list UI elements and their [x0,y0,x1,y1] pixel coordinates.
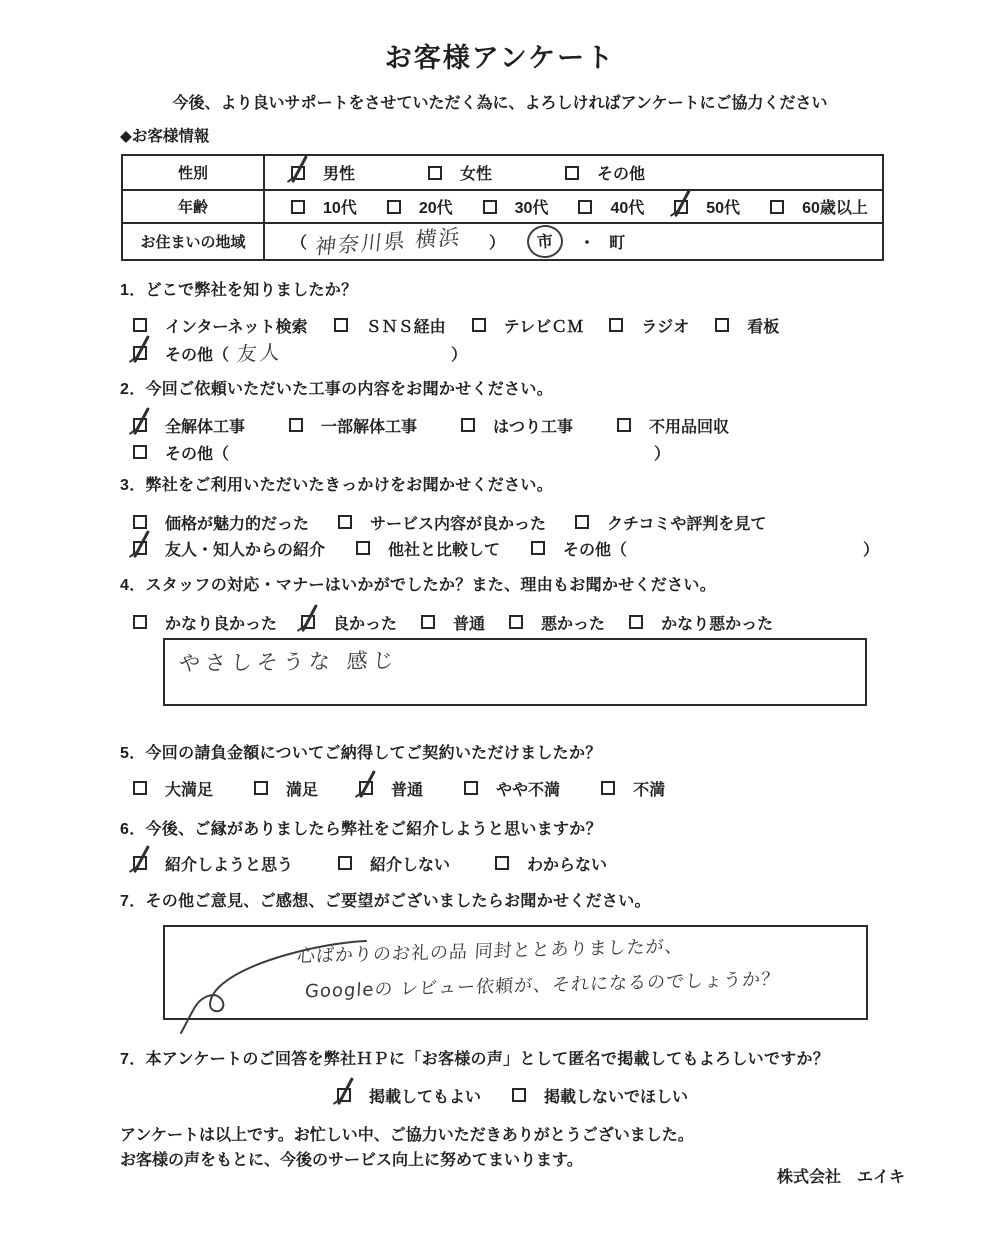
option-label: 紹介しない [370,856,451,874]
q3-opt-price[interactable] [133,511,309,534]
checkbox-very-satisfied[interactable] [133,781,147,795]
q1-options-row [120,313,885,337]
question-publish-title: 7．本アンケートのご回答を弊社ＨＰに「お客様の声」として匿名で掲載してもよろしいですか？ [120,1051,830,1068]
footer-thanks-line: アンケートは以上です。お忙しい中、ご協力いただきありがとうございました。 [120,1127,694,1144]
option-label: テレビＣＭ [503,318,584,336]
checkbox-gender-other[interactable] [565,166,579,180]
option-label: 不満 [633,781,666,799]
checkbox-20s[interactable] [387,200,401,214]
option-label: わからない [527,856,608,874]
checkbox-50s[interactable] [674,200,688,214]
q4-opt-normal[interactable] [421,611,485,634]
q1-opt-radio[interactable] [609,314,689,337]
q3-opt-reviews[interactable] [575,511,766,534]
q7-comment-box[interactable] [163,925,868,1020]
checkbox-q1-other[interactable] [133,346,147,360]
option-label: 悪かった [541,615,606,633]
checkbox-good[interactable] [301,615,315,629]
checkbox-comparison[interactable] [356,541,370,555]
q5-opt-satisfied[interactable] [254,777,318,800]
question-4-title: 4．スタッフの対応・マナーはいかがでしたか？また、理由もお聞かせください。 [120,577,716,594]
option-label: 一部解体工事 [321,418,418,436]
gender-options [265,156,882,189]
gender-row [123,156,882,189]
option-label: 価格が魅力的だった [165,515,310,533]
age-option-60plus[interactable] [770,195,868,218]
q6-opt-unsure[interactable] [495,852,607,875]
handwritten-region: 神奈川県 横浜 [313,224,463,259]
region-row [123,222,882,259]
option-label: 女性 [460,166,493,183]
checkbox-bad[interactable] [509,615,523,629]
checkbox-dissatisfied[interactable] [601,781,615,795]
checkbox-40s[interactable] [578,200,592,214]
option-label: 友人・知人からの紹介 [165,541,326,559]
q2-opt-partial-demolition[interactable] [289,414,417,437]
q5-opt-dissatisfied[interactable] [601,777,665,800]
q4-opt-very-good[interactable] [133,611,277,634]
checkbox-very-good[interactable] [133,615,147,629]
checkbox-30s[interactable] [483,200,497,214]
q2-options-row [120,413,885,437]
q3-options-row2 [120,536,885,560]
q6-opt-will-refer[interactable] [133,852,293,875]
option-label: 全解体工事 [165,418,246,436]
town-option[interactable]: 町 [609,235,626,252]
age-option-10s[interactable] [291,195,357,218]
checkbox-60plus[interactable] [770,200,784,214]
company-name: 株式会社 エイキ [776,1169,905,1186]
q1-opt-other[interactable] [133,342,229,365]
q3-opt-service[interactable] [338,511,546,534]
option-label: かなり悪かった [661,615,774,633]
option-label: 良かった [333,615,398,633]
q4-options-row [120,610,885,634]
question-2 [120,376,885,464]
q4-opt-very-bad[interactable] [629,611,773,634]
region-field [265,224,882,259]
checkbox-very-bad[interactable] [629,615,643,629]
option-label: インターネット検索 [165,318,308,336]
customer-info-section-title: ◆お客様情報 [120,128,210,145]
age-label: 年齢 [123,191,265,222]
question-2-title: 2．今回ご依頼いただいた工事の内容をお聞かせください。 [120,381,553,398]
q5-opt-slightly-dissatisfied[interactable] [464,777,560,800]
question-7-title: 7．その他ご意見、ご感想、ご要望がございましたらお聞かせください。 [120,893,651,910]
question-5 [120,740,885,800]
checkbox-q2-other[interactable] [133,445,147,459]
option-label: 20代 [418,200,453,217]
handwritten-q7-line1: 心ばかりのお礼の品 同封ととありましたが、 [296,935,685,968]
option-label: 普通 [453,615,486,633]
option-label: 30代 [514,200,549,217]
checkbox-q4-normal[interactable] [421,615,435,629]
option-label: 他社と比較して [388,541,501,559]
q4-comment-box[interactable] [163,638,867,706]
checkbox-unsure[interactable] [495,856,509,870]
option-label: 満足 [286,781,319,799]
page-title: お客様アンケート [384,43,616,73]
publish-options-row [120,1083,885,1107]
age-option-40s[interactable] [578,195,644,218]
checkbox-price[interactable] [133,515,147,529]
checkbox-satisfied[interactable] [254,781,268,795]
opt-allow-publish[interactable] [337,1084,481,1107]
q2-other-row [120,440,885,464]
checkbox-allow-publish[interactable] [337,1088,351,1102]
gender-option-other[interactable] [565,161,645,184]
option-label: 掲載してもよい [369,1088,482,1106]
checkbox-q3-other[interactable] [531,541,545,555]
q6-options-row [120,851,885,875]
checkbox-will-refer[interactable] [133,856,147,870]
age-option-50s[interactable] [674,195,740,218]
footer-improvement-line: お客様の声をもとに、今後のサービス向上に努めてまいります。 [120,1152,583,1169]
option-label: サービス内容が良かった [370,515,547,533]
q4-opt-good[interactable] [301,611,397,634]
q5-opt-normal[interactable] [359,777,423,800]
question-6 [120,816,885,875]
option-label: 10代 [323,200,357,217]
option-label: 紹介しようと思う [165,856,294,874]
q2-opt-chipping[interactable] [461,414,573,437]
option-label: 看板 [747,318,780,336]
city-circled[interactable]: 市 [526,223,565,259]
customer-info-table [121,154,884,261]
option-label: その他 [597,166,646,183]
option-label: 大満足 [165,781,214,799]
checkbox-10s[interactable] [291,200,305,214]
q2-opt-junk-removal[interactable] [617,414,729,437]
checkbox-service[interactable] [338,515,352,529]
region-label: お住まいの地域 [123,224,265,259]
checkbox-female[interactable] [428,166,442,180]
checkbox-q5-normal[interactable] [359,781,373,795]
option-label: 60歳以上 [802,200,868,217]
question-1 [120,277,885,365]
q1-other-row [120,341,885,365]
question-6-title: 6．今後、ご縁がありましたら弊社をご紹介しようと思いますか？ [120,821,602,838]
checkbox-reviews[interactable] [575,515,589,529]
checkbox-slightly-dissatisfied[interactable] [464,781,478,795]
q3-options-row1 [120,510,885,534]
age-row [123,189,882,222]
checkbox-sns[interactable] [334,318,348,332]
question-7 [120,888,885,911]
checkbox-chipping[interactable] [461,418,475,432]
q6-opt-wont-refer[interactable] [338,852,450,875]
checkbox-wont-refer[interactable] [338,856,352,870]
age-option-20s[interactable] [387,195,453,218]
gender-option-male[interactable] [291,161,355,184]
option-label: ＳＮＳ経由 [365,318,446,336]
checkbox-internet-search[interactable] [133,318,147,332]
q2-opt-other[interactable] [133,441,229,464]
option-label: やや不満 [496,781,561,799]
option-label: クチコミや評判を見て [607,515,767,533]
checkbox-junk-removal[interactable] [617,418,631,432]
checkbox-full-demolition[interactable] [133,418,147,432]
option-label: その他（ [165,445,230,463]
age-options [265,191,882,222]
option-label: 不用品回収 [649,418,730,436]
question-3 [120,472,885,560]
checkbox-male[interactable] [291,166,305,180]
checkbox-signboard[interactable] [715,318,729,332]
checkbox-referral[interactable] [133,541,147,555]
paren-close: ） [451,346,468,364]
option-label: その他（ [165,346,230,364]
q5-options-row [120,776,885,800]
option-label: 男性 [323,166,356,183]
region-write-in[interactable] [307,224,489,259]
option-label: はつり工事 [493,418,574,436]
option-label: 普通 [391,781,424,799]
checkbox-tv-cm[interactable] [472,318,486,332]
option-label: ラジオ [641,318,690,336]
paren-open: （ [291,235,308,252]
q1-other-write-in[interactable] [229,341,451,366]
opt-deny-publish[interactable] [512,1084,688,1107]
gender-label: 性別 [123,156,265,189]
handwritten-friend: 友人 [235,339,284,366]
option-label: その他（ [563,541,628,559]
option-label: かなり良かった [165,615,278,633]
q5-opt-very-satisfied[interactable] [133,777,213,800]
question-5-title: 5．今回の請負金額についてご納得してご契約いただけましたか？ [120,745,602,762]
handwritten-q4-comment: やさしそうな 感じ [178,648,400,676]
checkbox-partial-demolition[interactable] [289,418,303,432]
handwritten-q7-line2: Googleの レビュー依頼が、それになるのでしょうか？ [304,968,781,1003]
option-label: 50代 [706,200,741,217]
q1-opt-internet-search[interactable] [133,314,308,337]
checkbox-radio[interactable] [609,318,623,332]
page-subtitle: 今後、より良いサポートをさせていただく為に、よろしければアンケートにご協力ください [172,95,828,112]
q4-opt-bad[interactable] [509,611,605,634]
q1-opt-sns[interactable] [334,314,446,337]
age-option-30s[interactable] [483,195,549,218]
q3-opt-referral[interactable] [133,537,325,560]
dot-separator: ・ [579,235,596,252]
question-publish [120,1046,885,1107]
q3-opt-other[interactable] [531,537,627,560]
paren-close: ） [862,541,879,559]
question-4 [120,572,885,634]
gender-option-female[interactable] [428,161,492,184]
q1-opt-tv-cm[interactable] [472,314,584,337]
paren-close: ） [654,445,671,463]
q2-opt-full-demolition[interactable] [133,414,245,437]
question-1-title: 1．どこで弊社を知りましたか？ [120,282,358,299]
q1-opt-signboard[interactable] [715,314,779,337]
question-3-title: 3．弊社をご利用いただいたきっかけをお聞かせください。 [120,477,553,494]
option-label: 40代 [610,200,645,217]
q3-opt-comparison[interactable] [356,537,500,560]
paren-close: ） [489,235,506,252]
option-label: 掲載しないでほしい [544,1088,689,1106]
checkbox-deny-publish[interactable] [512,1088,526,1102]
